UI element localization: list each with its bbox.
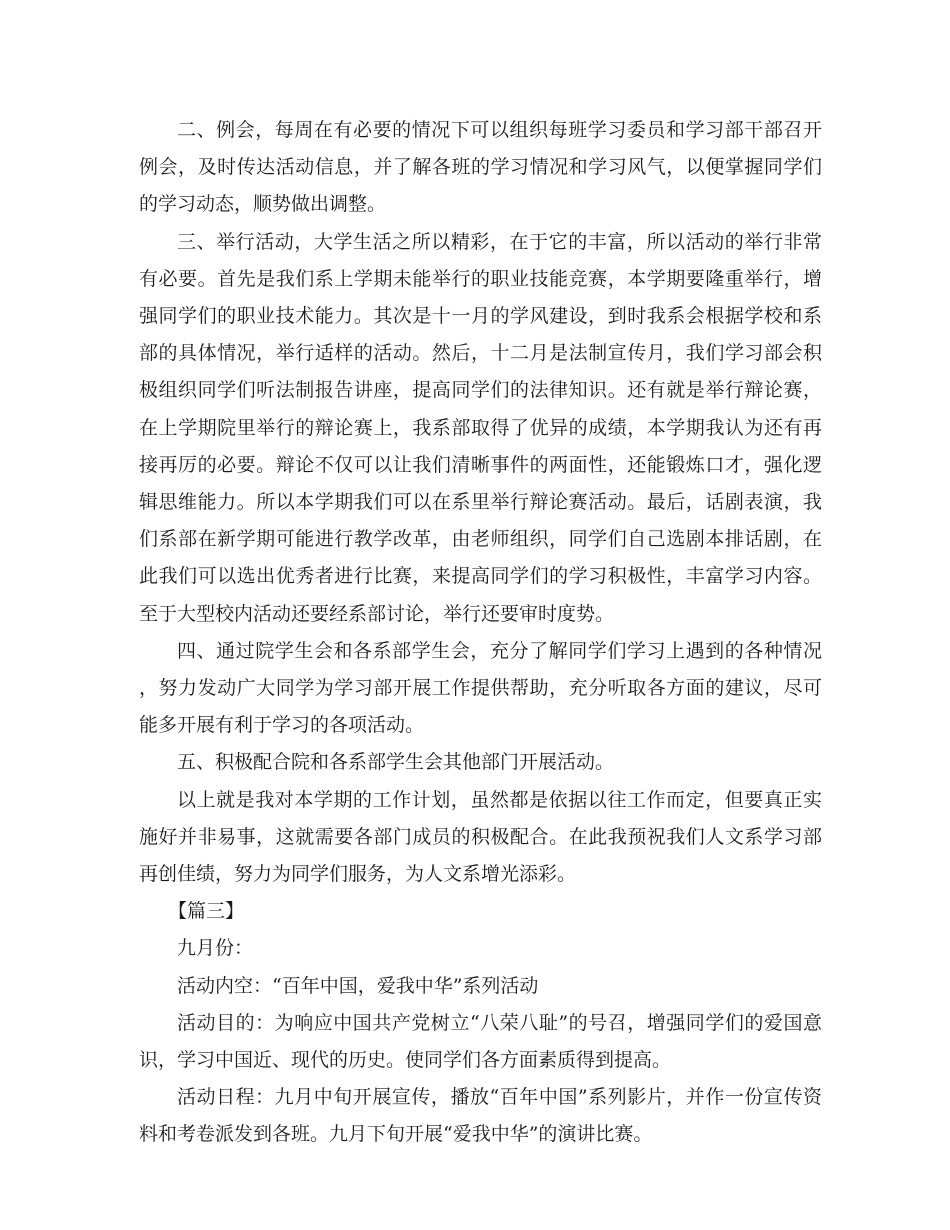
paragraph-conclusion: 以上就是我对本学期的工作计划，虽然都是依据以往工作而定，但要真正实施好并非易事，这就需要各部门成员的积极配合。在此我预祝我们人文系学习部再创佳绩，努力为同学们服务，为人文系增光添彩。 (139, 788, 822, 886)
paragraph-activity-schedule: 活动日程：九月中旬开展宣传，播放“百年中国”系列影片，并作一份宣传资料和考卷派发到各班。九月下旬开展“爱我中华”的演讲比赛。 (139, 1086, 822, 1146)
paragraph-month: 九月份： (177, 937, 254, 960)
paragraph-activities: 三、举行活动，大学生活之所以精彩，在于它的丰富，所以活动的举行非常有必要。首先是我们系上学期未能举行的职业技能竞赛，本学期要隆重举行，增强同学们的职业技术能力。其次是十一月的学风建设，到时我系会根据学校和系部的具体情况，举行适样的活动。然后，十二月是法制宣传月，我们学习部会积极组织同学们听法制报告讲座，提高同学们的法律知识。还有就是举行辩论赛，在上学期院里举行的辩论赛上，我系部取得了优异的成绩，本学期我认为还有再接再厉的必要。辩论不仅可以让我们清晰事件的两面性，还能锻炼口才，强化逻辑思维能力。所以本学期我们可以在系里举行辩论赛活动。最后，话剧表演，我们系部在新学期可能进行教学改革，由老师组织，同学们自己选剧本排话剧，在此我们可以选出优秀者进行比赛，来提高同学们的学习积极性，丰富学习内容。至于大型校内活动还要经系部讨论，举行还要审时度势。 (139, 230, 822, 625)
paragraph-activity-purpose: 活动目的：为响应中国共产党树立“八荣八耻”的号召，增强同学们的爱国意识，学习中国近、现代的历史。使同学们各方面素质得到提高。 (139, 1011, 822, 1072)
paragraph-student-union: 四、通过院学生会和各系部学生会，充分了解同学们学习上遇到的各种情况，努力发动广大同学为学习部开展工作提供帮助，充分听取各方面的建议，尽可能多开展有利于学习的各项活动。 (139, 639, 822, 737)
paragraph-activity-content: 活动内空：“百年中国，爱我中华”系列活动 (177, 974, 539, 997)
paragraph-meeting: 二、例会，每周在有必要的情况下可以组织每班学习委员和学习部干部召开例会，及时传达活动信息，并了解各班的学习情况和学习风气，以便掌握同学们的学习动态，顺势做出调整。 (139, 119, 822, 216)
section-heading: 【篇三】 (168, 900, 245, 923)
document-body (139, 112, 822, 1154)
paragraph-cooperate: 五、积极配合院和各系部学生会其他部门开展活动。 (177, 751, 615, 774)
